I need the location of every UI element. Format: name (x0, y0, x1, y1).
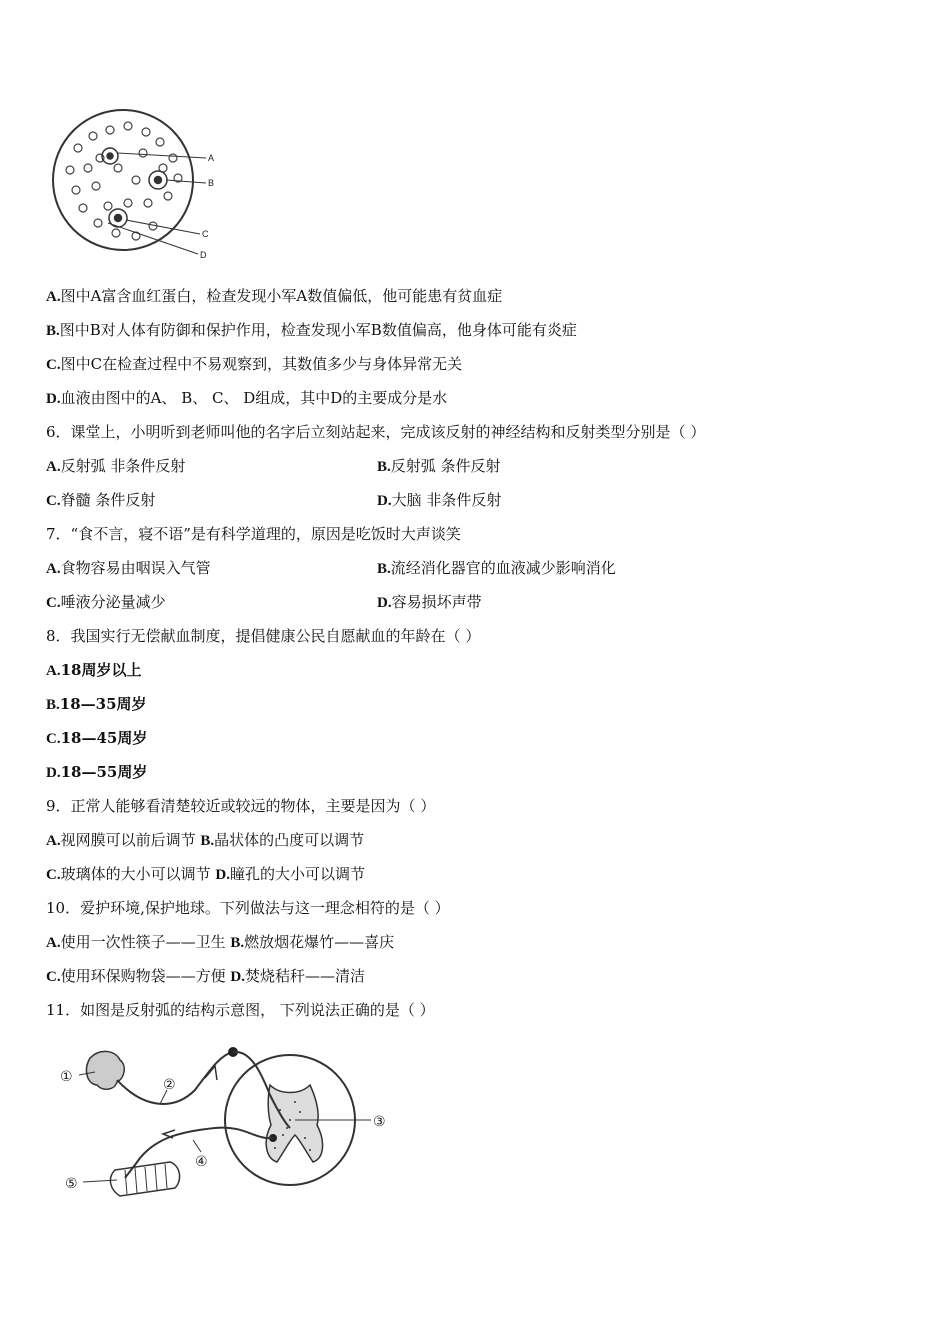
q8-option-c: C.18—45周岁 (46, 729, 148, 747)
figure1-label-b: B (208, 178, 215, 188)
figure2-label-2: ② (163, 1077, 176, 1093)
q6-options-row2: C.脊髓 条件反射 D.大脑 非条件反射 (46, 491, 502, 509)
q5-option-c: C.图中C在检查过程中不易观察到，其数值多少与身体异常无关 (46, 355, 463, 373)
q5-option-d: D.血液由图中的A、 B、 C、 D组成，其中D的主要成分是水 (46, 389, 448, 407)
q8-option-a: A.18周岁以上 (46, 661, 142, 679)
q9-options-row2: C.玻璃体的大小可以调节 D.瞳孔的大小可以调节 (46, 865, 365, 883)
q10-options-row2: C.使用环保购物袋——方便 D.焚烧秸秆——清洁 (46, 967, 365, 985)
figure1-label-c: C (202, 229, 209, 239)
q8-option-b: B.18—35周岁 (46, 695, 147, 713)
figure2-label-5: ⑤ (65, 1176, 78, 1192)
q10-stem: 10．爱护环境,保护地球。下列做法与这一理念相符的是（ ） (46, 899, 450, 917)
q8-stem: 8．我国实行无偿献血制度，提倡健康公民自愿献血的年龄在（ ） (46, 627, 481, 645)
figure2-label-4: ④ (195, 1154, 208, 1170)
q10-options-row1: A.使用一次性筷子——卫生 B.燃放烟花爆竹——喜庆 (46, 933, 395, 951)
q7-stem: 7．“食不言，寝不语”是有科学道理的，原因是吃饭时大声谈笑 (46, 525, 461, 543)
figure2-label-3: ③ (373, 1114, 386, 1130)
figure1-label-a: A (208, 153, 215, 163)
q7-options-row1: A.食物容易由咽误入气管 B.流经消化器官的血液减少影响消化 (46, 559, 616, 577)
q6-options-row1: A.反射弧 非条件反射 B.反射弧 条件反射 (46, 457, 501, 475)
q7-options-row2: C.唾液分泌量减少 D.容易损坏声带 (46, 593, 482, 611)
q9-stem: 9．正常人能够看清楚较近或较远的物体，主要是因为（ ） (46, 797, 436, 815)
q8-option-d: D.18—55周岁 (46, 763, 148, 781)
figure1-label-d: D (200, 250, 207, 260)
blood-smear-figure (48, 108, 228, 268)
reflex-arc-figure (55, 1040, 405, 1210)
q11-stem: 11．如图是反射弧的结构示意图， 下列说法正确的是（ ） (46, 1001, 435, 1019)
q5-option-a: A.图中A富含血红蛋白，检查发现小军A数值偏低，他可能患有贫血症 (46, 287, 503, 305)
q5-option-b: B.图中B对人体有防御和保护作用，检查发现小军B数值偏高，他身体可能有炎症 (46, 321, 577, 339)
q6-stem: 6．课堂上，小明听到老师叫他的名字后立刻站起来，完成该反射的神经结构和反射类型分别是（ ） (46, 423, 706, 441)
q9-options-row1: A.视网膜可以前后调节 B.晶状体的凸度可以调节 (46, 831, 365, 849)
figure2-label-1: ① (60, 1069, 73, 1085)
